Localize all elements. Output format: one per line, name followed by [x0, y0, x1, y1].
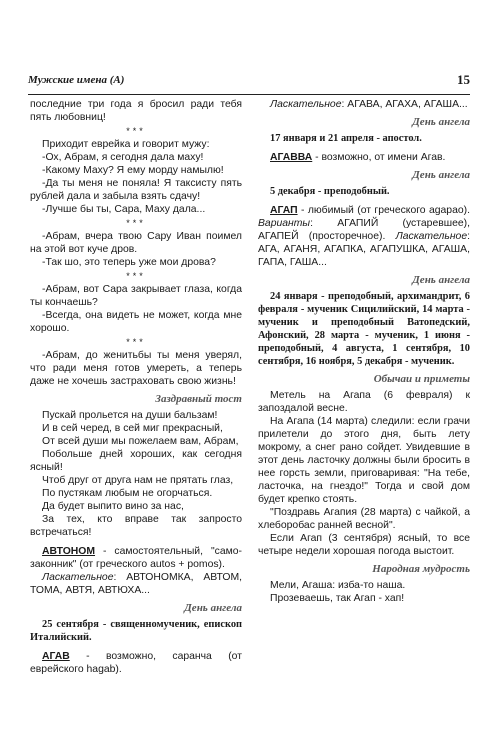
- toast-line: Побольше дней хороших, как сегодня ясный!: [30, 449, 242, 473]
- joke-line: -Лучше бы ты, Сара, Маху дала...: [42, 204, 206, 215]
- toast-line: И в сей черед, в сей миг прекрасный,: [42, 423, 223, 434]
- running-title: Мужские имена (А): [28, 74, 125, 86]
- section-heading-angel-day: День ангела: [184, 602, 242, 614]
- custom-paragraph: Если Агап (3 сентября) ясный, то все четыре недели хорошая погода выстоит.: [258, 533, 470, 557]
- custom-paragraph: Метель на Агапа (6 февраля) к запоздалой весне.: [258, 390, 470, 414]
- joke-line: -Абрам, вот Сара закрывает глаза, когда ты кончаешь?: [30, 284, 242, 308]
- joke-line: -Да ты меня не поняла! Я таксисту пять рублей дала и забыла взять сдачу!: [30, 178, 242, 202]
- section-heading-angel-day: День ангела: [412, 116, 470, 128]
- name-definition: - самостоятельный, "само-законник" (от греческого autos + pomos).: [30, 546, 242, 570]
- name-term: АГАП: [270, 205, 298, 216]
- diminutive-values: : АГА, АГАНЯ, АГАПКА, АГАПУШКА, АГАША, ГАПА, ГАША...: [258, 231, 470, 268]
- toast-line: От всей души мы пожелаем вам, Абрам,: [42, 436, 239, 447]
- diminutive-label: Ласкательное: [270, 99, 342, 110]
- separator-stars: ***: [126, 271, 146, 281]
- entry-agavva: [258, 151, 470, 164]
- diminutive-label: Ласкательное: [395, 231, 468, 242]
- joke-line: -Ох, Абрам, я сегодня дала маху!: [42, 152, 204, 163]
- diminutive-label: Ласкательное: [42, 572, 114, 583]
- entry-avtonom: [30, 545, 242, 571]
- separator-stars: ***: [126, 337, 146, 347]
- joke-line: -Какому Маху? Я ему морду намылю!: [42, 165, 224, 176]
- custom-paragraph: На Агапа (14 марта) следили: если грачи прилетели до этого дня, быть лету мокрому, а снег рано сойдет. Увидевшие в этот день ласточку должны были бросить в нее горсть земли, приговаривая: "На тебе, ласточка, на гнездо!" Тогда и свой дом будет крепко стоять.: [258, 416, 470, 505]
- name-term: АГАВ: [42, 651, 70, 662]
- entry-agav: [30, 650, 242, 676]
- section-heading-angel-day: День ангела: [412, 274, 470, 286]
- separator-stars: ***: [126, 126, 146, 136]
- left-column: [30, 98, 242, 676]
- joke-line: -Так шо, это теперь уже мои дрова?: [42, 257, 216, 268]
- running-header: [28, 72, 470, 95]
- entry-agap: [258, 204, 470, 269]
- name-definition: - любимый (от греческого agapao).: [297, 205, 470, 216]
- name-term: АГАВВА: [270, 152, 313, 163]
- separator-stars: ***: [126, 218, 146, 228]
- section-heading-wisdom: Народная мудрость: [372, 563, 470, 575]
- joke-ending: последние три года я бросил ради тебя пять любовниц!: [30, 99, 242, 123]
- name-definition: - возможно, саранча (от еврейского hagab).: [30, 651, 242, 675]
- proverb: Прозеваешь, так Агап - хап!: [270, 593, 405, 604]
- toast-line: Чтоб друг от друга нам не прятать глаз,: [42, 475, 234, 486]
- joke-line: Приходит еврейка и говорит мужу:: [42, 139, 210, 150]
- diminutive-values: : АВТОНОМКА, АВТОМ, ТОМА, АВТЯ, АВТЮХА...: [30, 572, 242, 596]
- section-heading-customs: Обычаи и приметы: [373, 373, 470, 385]
- custom-paragraph: "Поздравь Агапия (28 марта) с чайкой, а хлеборобаc ранней весной".: [258, 507, 470, 531]
- diminutive-line: [30, 571, 242, 597]
- name-definition: - возможно, от имени Агав.: [312, 152, 446, 163]
- joke-line: -Абрам, до женитьбы ты меня уверял, что ради меня готов умереть, а теперь даже не хочешь застраховать свою жизнь!: [30, 350, 242, 387]
- toast-line: За тех, кто вправе так запросто встречаться!: [30, 514, 242, 538]
- toast-line: По пустякам любым не огорчаться.: [42, 488, 213, 499]
- right-column: [258, 98, 470, 605]
- joke-line: -Всегда, она видеть не может, когда мне хорошо.: [30, 310, 242, 334]
- feast-dates: 25 сентября - священномученик, епископ Италийский.: [30, 619, 242, 643]
- section-heading-angel-day: День ангела: [412, 169, 470, 181]
- toast-line: Да будет выпито вино за нас,: [42, 501, 184, 512]
- variants-values: : АГАПИЙ (устаревшее), АГАПЕЙ (просторечное).: [258, 218, 470, 242]
- proverb: Мели, Агаша: изба-то наша.: [270, 580, 406, 591]
- diminutive-line: [258, 98, 470, 111]
- feast-dates: 24 января - преподобный, архимандрит, 6 февраля - мученик Сицилийский, 14 марта - мученик и преподобный Ватопедский, Афонский, 28 марта - мученик, 1 июня - преподобный, 4 августа, 1 сентября, 10 сентября, 16 ноября, 5 декабря - мученик.: [258, 291, 470, 367]
- variants-label: Варианты: [258, 218, 311, 229]
- feast-dates: 5 декабря - преподобный.: [270, 186, 390, 197]
- section-heading-toast: Заздравный тост: [155, 393, 242, 405]
- joke-line: -Абрам, вчера твою Сару Иван поимел на этой вот куче дров.: [30, 231, 242, 255]
- diminutive-values: : АГАВА, АГАХА, АГАША...: [341, 99, 468, 110]
- page-number: 15: [457, 72, 470, 87]
- name-term: АВТОНОМ: [42, 546, 96, 557]
- feast-dates: 17 января и 21 апреля - апостол.: [270, 133, 422, 144]
- toast-line: Пускай прольется на души бальзам!: [42, 410, 218, 421]
